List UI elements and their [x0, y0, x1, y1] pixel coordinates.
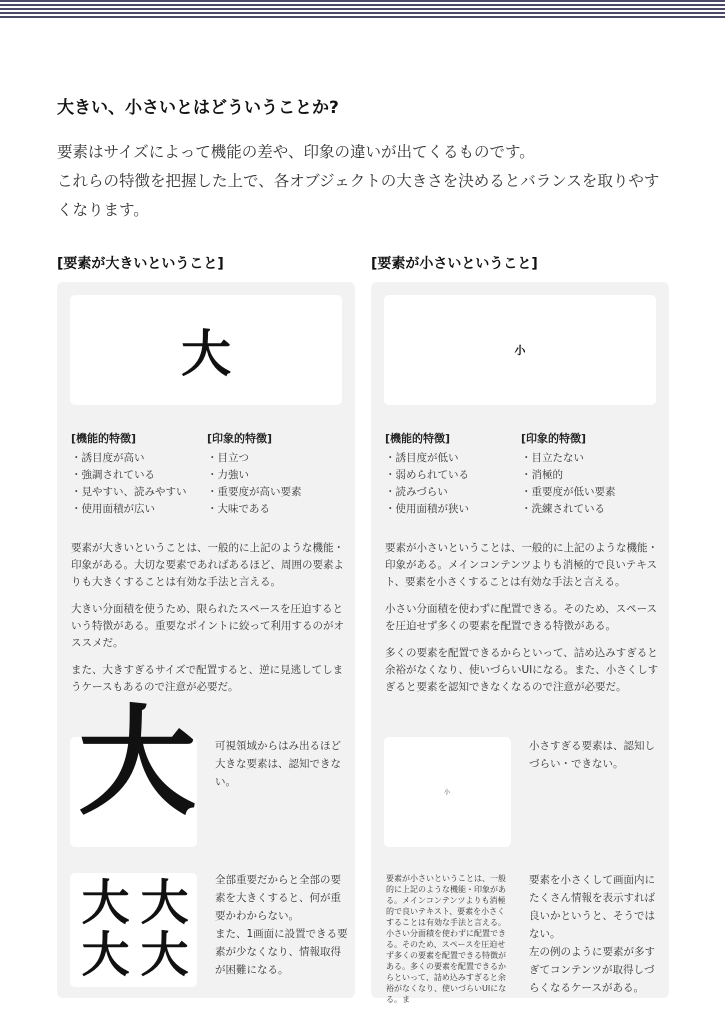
list-item: ・力強い — [207, 469, 249, 481]
functional-heading: [機能的特徴] — [385, 432, 451, 445]
large-char: 大 — [81, 875, 130, 931]
impression-heading: [印象的特徴] — [207, 432, 273, 445]
list-item: ・強調されている — [71, 469, 155, 481]
lead-line: これらの特徴を把握した上で、各オブジェクトの大きさを決めるとバランスを取りやす — [57, 172, 660, 190]
large-column-title: [要素が大きいということ] — [57, 256, 224, 272]
dense-caption: 要素を小さくして画面内にたくさん情報を表示すれば良いかというと、そうではない。 左の例のように要素が多すぎてコンテンツが取得しづらくなるケースがある。 — [529, 874, 655, 994]
dense-text-block: 要素が小さいということは、一般的に上記のような機能・印象がある。メインコンテンツよりも消極的で良いテキスト、要素を小さくすることは有効な手法と言える。小さい分面積を使わずに配置できる。そのため、スペースを圧迫せず多くの要素を配置できる特徴がある。多くの要素を配置できるからといって、詰め込みすぎると余裕がなくなり、使いづらいUIになる。ま — [386, 874, 507, 1004]
header-rule-lines — [0, 0, 725, 22]
functional-features — [71, 430, 207, 518]
oversized-demo-box — [70, 693, 197, 847]
undersized-demo-box — [384, 737, 511, 847]
list-item: ・見やすい、読みやすい — [71, 486, 187, 498]
list-item: ・弱められている — [385, 469, 469, 481]
small-description — [385, 540, 659, 706]
description-paragraph: 大きい分面積を使うため、限られたスペースを圧迫するという特徴がある。重要なポイントに絞って利用するのがオススメだ。 — [71, 603, 344, 649]
list-item: ・誘目度が低い — [385, 452, 459, 464]
impression-features — [521, 430, 657, 518]
large-char: 大 — [140, 927, 189, 983]
large-example-char: 大 — [181, 325, 231, 383]
large-description — [71, 540, 345, 706]
small-column-title: [要素が小さいということ] — [371, 256, 538, 272]
lead-line: くなります。 — [57, 201, 149, 219]
lead-line: 要素はサイズによって機能の差や、印象の違いが出てくるものです。 — [57, 143, 535, 161]
all-large-caption: 全部重要だからと全部の要素を大きくすると、何が重要かわからない。 また、1画面に設置できる要素が少なくなり、情報取得が困難になる。 — [215, 874, 348, 976]
small-element-card — [371, 282, 669, 1004]
list-item: ・洗練されている — [521, 503, 605, 515]
list-item: ・読みづらい — [385, 486, 448, 498]
list-item: ・使用面積が広い — [71, 503, 155, 515]
list-item: ・消極的 — [521, 469, 563, 481]
all-large-demo-box — [70, 873, 197, 987]
undersized-caption: 小さすぎる要素は、認知しづらい・できない。 — [529, 740, 655, 770]
functional-heading: [機能的特徴] — [71, 432, 137, 445]
tiny-char: 小 — [444, 789, 451, 796]
list-item: ・目立たない — [521, 452, 584, 464]
list-item: ・誘目度が高い — [71, 452, 145, 464]
dense-text-demo-box — [384, 873, 511, 1004]
list-item: ・重要度が高い要素 — [207, 486, 302, 498]
small-features — [385, 430, 657, 518]
lead-paragraph — [57, 138, 677, 225]
impression-features — [207, 430, 343, 518]
oversized-char: 大 — [78, 693, 197, 831]
impression-heading: [印象的特徴] — [521, 432, 587, 445]
functional-features — [385, 430, 521, 518]
large-char: 大 — [140, 875, 189, 931]
large-element-card — [57, 282, 355, 998]
list-item: ・重要度が低い要素 — [521, 486, 616, 498]
description-paragraph: また、大きすぎるサイズで配置すると、逆に見逃してしまうケースもあるので注意が必要だ。 — [71, 664, 344, 693]
description-paragraph: 要素が大きいということは、一般的に上記のような機能・印象がある。大切な要素であればあるほど、周囲の要素よりも大きくすることは有効な手法と言える。 — [71, 542, 344, 588]
large-char: 大 — [81, 927, 130, 983]
small-example-box — [384, 295, 656, 405]
description-paragraph: 小さい分面積を使わずに配置できる。そのため、スペースを圧迫せず多くの要素を配置できる特徴がある。 — [385, 603, 658, 632]
list-item: ・大味である — [207, 503, 270, 515]
description-paragraph: 要素が小さいということは、一般的に上記のような機能・印象がある。メインコンテンツよりも消極的で良いテキスト、要素を小さくすることは有効な手法と言える。 — [385, 542, 658, 588]
list-item: ・目立つ — [207, 452, 249, 464]
page-heading: 大きい、小さいとはどういうことか? — [57, 98, 339, 118]
list-item: ・使用面積が狭い — [385, 503, 469, 515]
oversized-caption: 可視領域からはみ出るほど大きな要素は、認知できない。 — [215, 740, 341, 788]
large-features — [71, 430, 343, 518]
small-example-char: 小 — [514, 344, 526, 357]
description-paragraph: 多くの要素を配置できるからといって、詰め込みすぎると余裕がなくなり、使いづらいUIになる。また、小さくしすぎると要素を認知できなくなるので注意が必要だ。 — [385, 647, 659, 693]
large-example-box — [70, 295, 342, 405]
